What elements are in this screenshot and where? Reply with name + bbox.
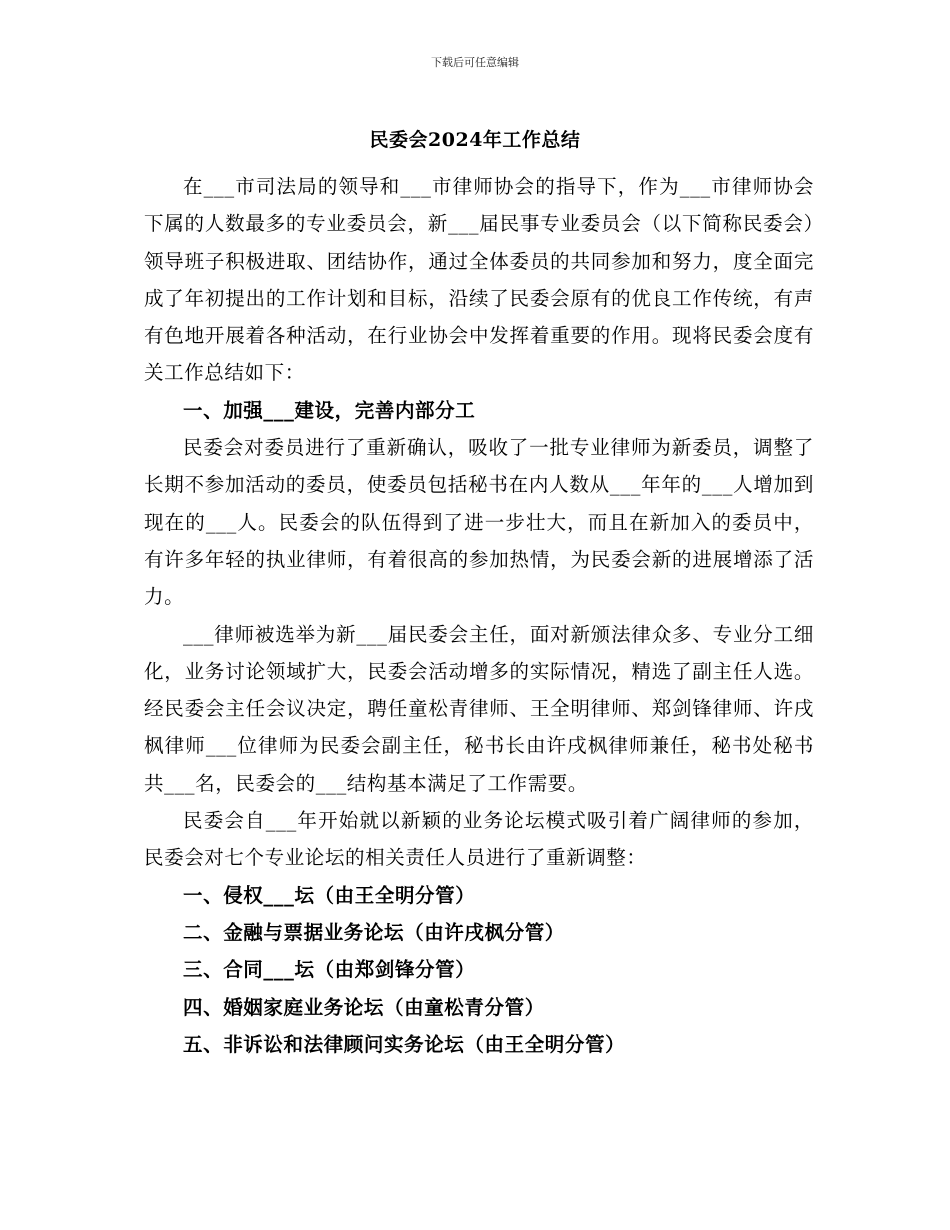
forum-list-item: 一、侵权___坛（由王全明分管） [183, 883, 476, 907]
forum-list-item: 五、非诉讼和法律顾问实务论坛（由王全明分管） [183, 1032, 626, 1056]
intro-paragraph: 在___市司法局的领导和___市律师协会的指导下，作为___市律师协会下属的人数最多的专业委员会，新___届民事专业委员会（以下简称民委会）领导班子积极进取、团结协作，通过全体委员的共同参加和努力，度全面完成了年初提出的工作计划和目标，沿续了民委会原有的优良工作传统，有声有色地开展着各种活动，在行业协会中发挥着重要的作用。现将民委会度有关工作总结如下： [144, 175, 814, 385]
document-title: 民委会2024年工作总结 [369, 129, 581, 151]
body-paragraph: ___律师被选举为新___届民委会主任，面对新颁法律众多、专业分工细化，业务讨论领域扩大，民委会活动增多的实际情况，精选了副主任人选。经民委会主任会议决定，聘任童松青律师、王全明律师、郑剑锋律师、许戌枫律师___位律师为民委会副主任，秘书长由许戌枫律师兼任，秘书处秘书共___名，民委会的___结构基本满足了工作需要。 [144, 622, 814, 795]
body-paragraph: 民委会自___年开始就以新颖的业务论坛模式吸引着广阔律师的参加，民委会对七个专业论坛的相关责任人员进行了重新调整： [144, 809, 814, 870]
page-header-note: 下载后可任意编辑 [431, 56, 519, 69]
forum-list-item: 四、婚姻家庭业务论坛（由童松青分管） [183, 995, 545, 1019]
section-heading: 一、加强___建设，完善内部分工 [183, 398, 476, 422]
document-body [144, 168, 814, 1063]
forum-list-item: 二、金融与票据业务论坛（由许戌枫分管） [183, 920, 565, 944]
forum-list-item: 三、合同___坛（由郑剑锋分管） [183, 958, 476, 982]
body-paragraph: 民委会对委员进行了重新确认，吸收了一批专业律师为新委员，调整了长期不参加活动的委员，使委员包括秘书在内人数从___年年的___人增加到现在的___人。民委会的队伍得到了进一步壮大，而且在新加入的委员中，有许多年轻的执业律师，有着很高的参加热情，为民委会新的进展增添了活力。 [144, 436, 814, 609]
